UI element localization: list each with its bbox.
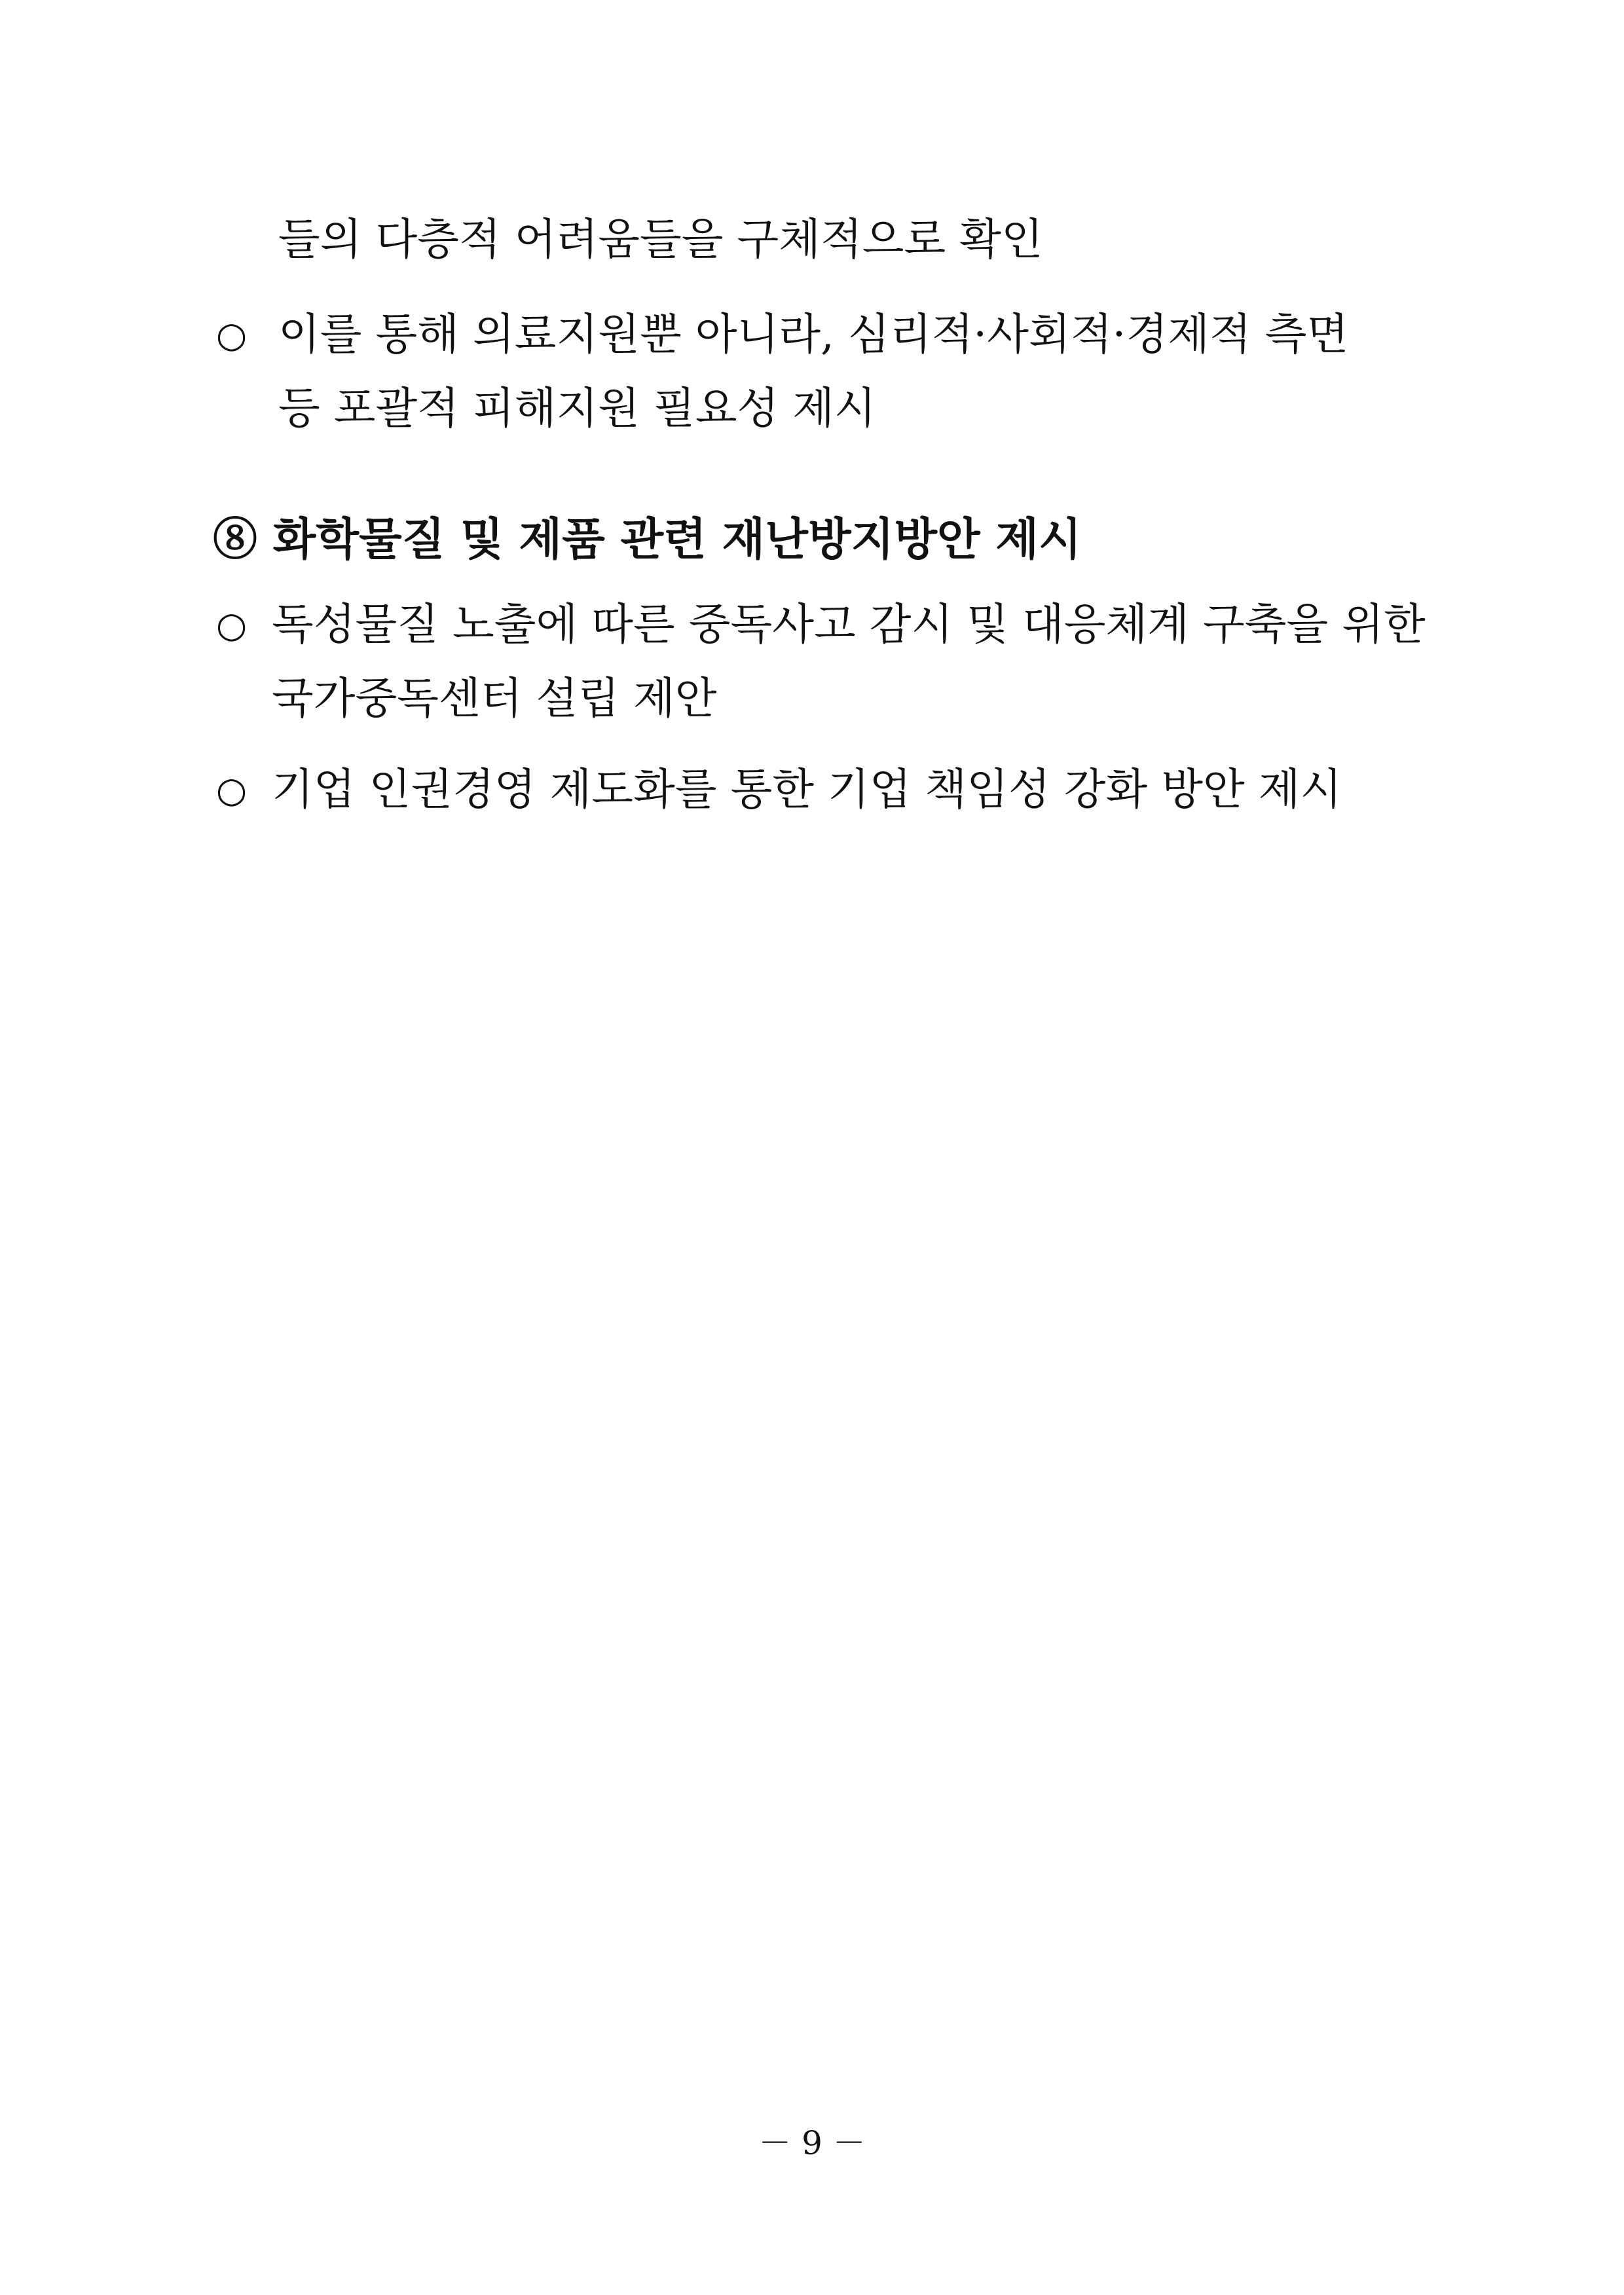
continued-paragraph-line: 들의 다층적 어려움들을 구체적으로 확인	[278, 214, 1043, 265]
page-number: － 9 －	[758, 2124, 866, 2162]
section-heading: ⑧ 화학물질 및 제품 관련 재난방지방안 제시	[213, 513, 1082, 566]
bullet-item-text: 이를 통해 의료지원뿐 아니라, 심리적·사회적·경제적 측면	[278, 309, 1349, 359]
bullet-item-text: 기업 인권경영 제도화를 통한 기업 책임성 강화 방안 제시	[272, 764, 1342, 815]
bullet-circle-icon: ○	[216, 604, 248, 646]
bullet-circle-icon: ○	[216, 769, 248, 811]
bullet-item-continuation: 국가중독센터 설립 제안	[272, 673, 717, 724]
bullet-circle-icon: ○	[216, 314, 248, 356]
bullet-item-text: 독성물질 노출에 따른 중독사고 감시 및 대응체계 구축을 위한	[272, 599, 1426, 650]
bullet-item-continuation: 등 포괄적 피해지원 필요성 제시	[278, 383, 876, 433]
